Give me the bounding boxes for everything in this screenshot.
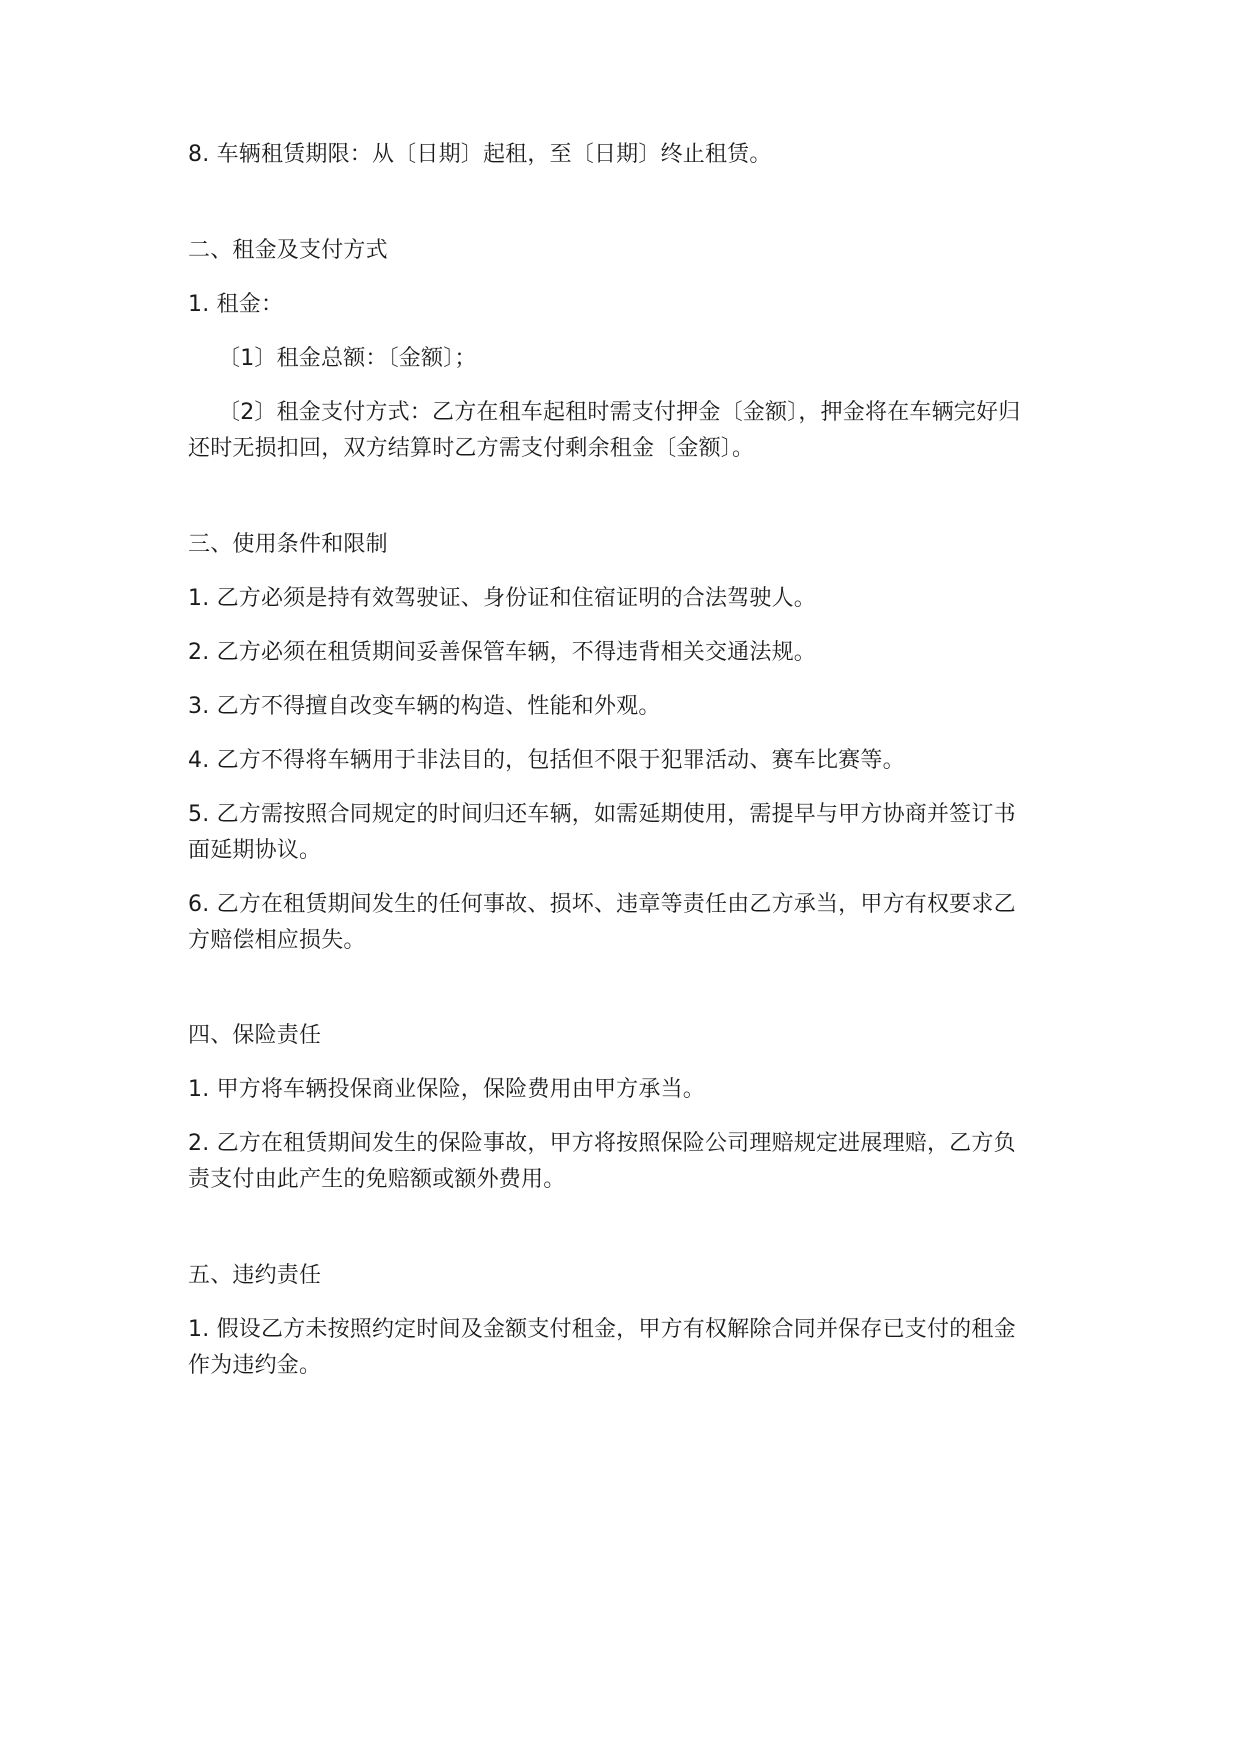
breach-clause-1-line2: 作为违约金。 — [188, 1353, 322, 1378]
rent-payment-method-line2: 还时无损扣回，双方结算时乙方需支付剩余租金〔金额〕。 — [188, 436, 755, 461]
rent-total-clause: 〔1〕租金总额：〔金额〕； — [218, 346, 477, 371]
usage-clause-6-line2: 方赔偿相应损失。 — [188, 928, 366, 953]
usage-clause-4: 4. 乙方不得将车辆用于非法目的，包括但不限于犯罪活动、赛车比赛等。 — [188, 748, 905, 773]
section-heading-breach-liability: 五、违约责任 — [188, 1263, 322, 1288]
rental-period-clause: 8. 车辆租赁期限：从〔日期〕起租，至〔日期〕终止租赁。 — [188, 142, 772, 167]
usage-clause-2: 2. 乙方必须在租赁期间妥善保管车辆，不得违背相关交通法规。 — [188, 640, 816, 665]
section-heading-rent-payment: 二、租金及支付方式 — [188, 238, 388, 263]
usage-clause-5-line1: 5. 乙方需按照合同规定的时间归还车辆，如需延期使用，需提早与甲方协商并签订书 — [188, 802, 1016, 827]
insurance-clause-1: 1. 甲方将车辆投保商业保险，保险费用由甲方承当。 — [188, 1077, 705, 1102]
usage-clause-6-line1: 6. 乙方在租赁期间发生的任何事故、损坏、违章等责任由乙方承当，甲方有权要求乙 — [188, 892, 1016, 917]
usage-clause-3: 3. 乙方不得擅自改变车辆的构造、性能和外观。 — [188, 694, 661, 719]
usage-clause-1: 1. 乙方必须是持有效驾驶证、身份证和住宿证明的合法驾驶人。 — [188, 586, 816, 611]
rent-item: 1. 租金： — [188, 292, 284, 317]
insurance-clause-2-line2: 责支付由此产生的免赔额或额外费用。 — [188, 1167, 566, 1192]
rent-payment-method-line1: 〔2〕租金支付方式：乙方在租车起租时需支付押金〔金额〕，押金将在车辆完好归 — [218, 400, 1021, 425]
section-heading-insurance: 四、保险责任 — [188, 1023, 322, 1048]
insurance-clause-2-line1: 2. 乙方在租赁期间发生的保险事故，甲方将按照保险公司理赔规定进展理赔，乙方负 — [188, 1131, 1016, 1156]
breach-clause-1-line1: 1. 假设乙方未按照约定时间及金额支付租金，甲方有权解除合同并保存已支付的租金 — [188, 1317, 1016, 1342]
usage-clause-5-line2: 面延期协议。 — [188, 838, 322, 863]
section-heading-usage-conditions: 三、使用条件和限制 — [188, 532, 388, 557]
